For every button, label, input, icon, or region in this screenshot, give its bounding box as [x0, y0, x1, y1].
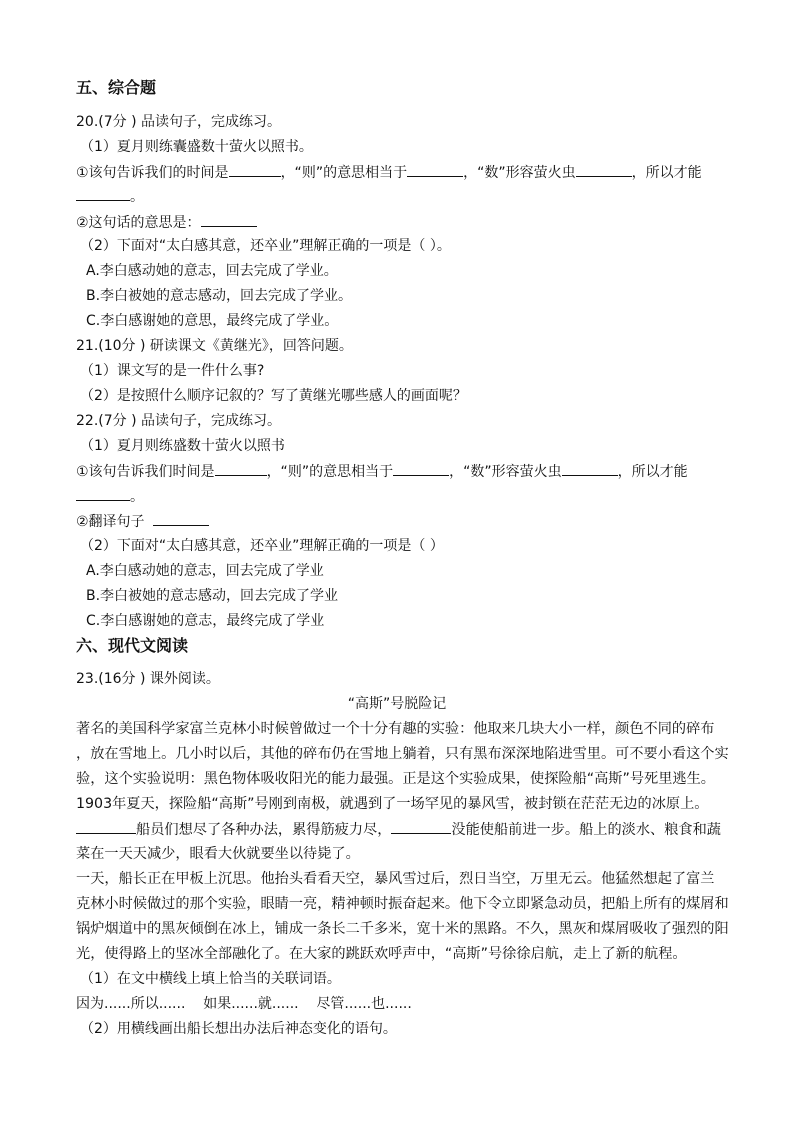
- q20-line1-text-b: ，“则”的意思相当于: [280, 165, 408, 181]
- q20-part1-prompt: （1）夏月则练囊盛数十萤火以照书。: [80, 139, 313, 155]
- article-para2-line: 1903年夏天，探险船“高斯”号刚到南极，就遇到了一场罕见的暴风雪，被封锁在茫茫无边的冰原上。: [76, 796, 709, 812]
- q22-line1-text-b: ，“则”的意思相当于: [266, 464, 394, 480]
- article-para2-line: [76, 819, 721, 840]
- q23-part2-prompt: （2）用横线画出船长想出办法后神态变化的语句。: [80, 1021, 397, 1037]
- q20-blank-ze[interactable]: [407, 162, 463, 177]
- article-para3-line: 克林小时候做过的那个实验，眼睛一亮，精神顿时振奋起来。他下令立即紧急动员，把船上所有的煤屑和: [76, 896, 729, 912]
- q21-part2-prompt: （2）是按照什么顺序记叙的？写了黄继光哪些感人的画面呢？: [80, 388, 467, 404]
- q22-line2-text: ②翻译句子: [76, 514, 145, 530]
- q20-option-a[interactable]: A.李白感动她的意志，回去完成了学业。: [86, 263, 338, 279]
- q20-blank-shu[interactable]: [576, 162, 632, 177]
- q20-option-c[interactable]: C.李白感谢她的意思，最终完成了学业。: [86, 313, 339, 329]
- q22-option-b[interactable]: B.李白被她的意志感动，回去完成了学业: [86, 588, 339, 604]
- q20-part2-prompt: （2）下面对“太白感其意，还卒业”理解正确的一项是（ ）。: [80, 238, 451, 254]
- q20-line1-text-e: 。: [130, 189, 144, 205]
- q20-line1-cont: [76, 186, 144, 207]
- article-para3-line: 光，使得路上的坚冰全部融化了。在大家的跳跃欢呼声中，“高斯”号徐徐启航，走上了新的航程。: [76, 946, 687, 962]
- q22-line2: [76, 511, 209, 532]
- q21-heading: 21.(10分 ) 研读课文《黄继光》，回答问题。: [76, 338, 353, 354]
- q22-blank-shu[interactable]: [562, 461, 618, 476]
- q21-part1-prompt: （1）课文写的是一件什么事?: [80, 363, 265, 379]
- q22-part1-prompt: （1）夏月则练盛数十萤火以照书: [80, 438, 285, 454]
- q22-line1-text-a: ①该句告诉我们时间是: [76, 464, 215, 480]
- article-para2-line: 菜在一天天减少，眼看大伙就要坐以待毙了。: [76, 846, 360, 862]
- q20-line1-text-a: ①该句告诉我们的时间是: [76, 165, 229, 181]
- q22-line1-text-c: ，“数”形容萤火虫: [449, 464, 562, 480]
- q20-line1-text-c: ，“数”形容萤火虫: [463, 165, 576, 181]
- q23-part1-prompt: （1）在文中横线上填上恰当的关联词语。: [80, 971, 341, 987]
- q22-option-c[interactable]: C.李白感谢她的意志，最终完成了学业: [86, 613, 325, 629]
- q22-blank-result[interactable]: [76, 486, 130, 501]
- q20-line2-text: ②这句话的意思是：: [76, 215, 201, 231]
- article-para1-line: ，放在雪地上。几小时以后，其他的碎布仍在雪地上躺着，只有黑布深深地陷进雪里。可不要小看这个实: [76, 746, 729, 762]
- q23-heading: 23.(16分 ) 课外阅读。: [76, 671, 220, 687]
- q20-blank-meaning[interactable]: [201, 212, 257, 227]
- q22-line1-text-e: 。: [130, 489, 144, 505]
- q22-line1: [76, 461, 688, 482]
- q22-option-a[interactable]: A.李白感动她的意志，回去完成了学业: [86, 563, 324, 579]
- q22-line1-text-d: ，所以才能: [617, 464, 688, 480]
- article-para3-line: 一天，船长正在甲板上沉思。他抬头看看天空，暴风雪过后，烈日当空，万里无云。他猛然想起了富兰: [76, 871, 715, 887]
- section-title-6: 六、现代文阅读: [76, 636, 189, 655]
- q20-heading: 20.(7分 ) 品读句子，完成练习。: [76, 114, 281, 130]
- connective-blank-1[interactable]: [76, 819, 136, 834]
- article-title: “高斯”号脱险记: [347, 696, 447, 712]
- q23-word-choices: 因为......所以...... 如果......就...... 尽管......也......: [76, 996, 412, 1012]
- section-title-5: 五、综合题: [76, 78, 157, 97]
- q22-blank-translate[interactable]: [153, 511, 209, 526]
- article-para2-text-1: 船员们想尽了各种办法，累得筋疲力尽，: [136, 822, 392, 838]
- connective-blank-2[interactable]: [391, 819, 451, 834]
- q20-line1-text-d: ，所以才能: [631, 165, 702, 181]
- article-para2-text-2: 没能使船前进一步。船上的淡水、粮食和蔬: [451, 822, 721, 838]
- article-para3-line: 锅炉烟道中的黑灰倾倒在冰上，铺成一条长二千多米，宽十米的黑路。不久，黑灰和煤屑吸收了强烈的阳: [76, 921, 729, 937]
- q20-blank-result[interactable]: [76, 186, 130, 201]
- article-para1-line: 著名的美国科学家富兰克林小时候曾做过一个十分有趣的实验：他取来几块大小一样，颜色不同的碎布: [76, 721, 715, 737]
- q22-line1-cont: [76, 486, 144, 507]
- q20-blank-time[interactable]: [229, 162, 281, 177]
- q22-part2-prompt: （2）下面对“太白感其意，还卒业”理解正确的一项是（ ）: [80, 538, 444, 554]
- article-para1-line: 验，这个实验说明：黑色物体吸收阳光的能力最强。正是这个实验成果，使探险船“高斯”号死里逃生。: [76, 771, 715, 787]
- q20-line2: [76, 212, 257, 233]
- q22-blank-ze[interactable]: [393, 461, 449, 476]
- q20-line1: [76, 162, 702, 183]
- q20-option-b[interactable]: B.李白被她的意志感动，回去完成了学业。: [86, 288, 353, 304]
- q22-blank-time[interactable]: [215, 461, 267, 476]
- q22-heading: 22.(7分 ) 品读句子，完成练习。: [76, 413, 281, 429]
